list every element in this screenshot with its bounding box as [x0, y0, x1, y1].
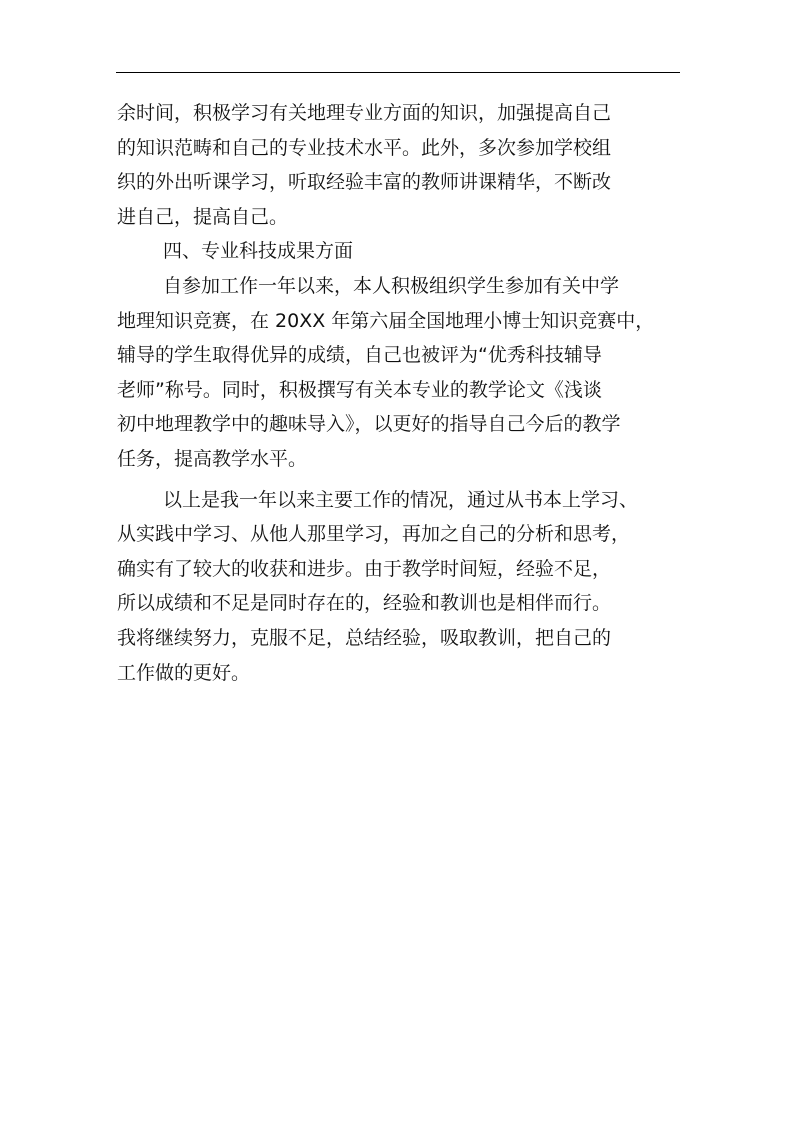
text-line: 我将继续努力，克服不足，总结经验，吸取教训，把自己的	[117, 626, 612, 649]
text-line: 自参加工作一年以来，本人积极组织学生参加有关中学	[163, 274, 620, 297]
section-heading-achievements	[117, 234, 697, 269]
paragraph-study-continued	[117, 96, 697, 234]
text-line: 老师”称号。同时，积极撰写有关本专业的教学论文《浅谈	[117, 378, 602, 401]
text-line: 的知识范畴和自己的专业技术水平。此外，多次参加学校组	[117, 136, 612, 159]
text-line: 进自己，提高自己。	[117, 205, 289, 228]
text-line: 辅导的学生取得优异的成绩，自己也被评为“优秀科技辅导	[117, 344, 602, 367]
text-line: 地理知识竞赛，在 20XX 年第六届全国地理小博士知识竞赛中，	[117, 309, 655, 332]
text-line: 从实践中学习、从他人那里学习，再加之自己的分析和思考，	[117, 523, 631, 546]
paragraph-achievements	[117, 269, 697, 477]
text-line: 工作做的更好。	[117, 661, 251, 684]
paragraph-summary	[117, 483, 697, 691]
text-line: 织的外出听课学习，听取经验丰富的教师讲课精华，不断改	[117, 171, 612, 194]
text-line: 初中地理教学中的趣味导入》，以更好的指导自己今后的教学	[117, 413, 621, 436]
text-line: 所以成绩和不足是同时存在的，经验和教训也是相伴而行。	[117, 592, 612, 615]
text-line: 任务，提高教学水平。	[117, 447, 308, 470]
text-line: 以上是我一年以来主要工作的情况，通过从书本上学习、	[163, 488, 639, 511]
text-line: 确实有了较大的收获和进步。由于教学时间短，经验不足，	[117, 557, 612, 580]
document-body	[117, 96, 697, 690]
section-heading: 四、专业科技成果方面	[163, 240, 354, 263]
text-line: 余时间，积极学习有关地理专业方面的知识，加强提高自己	[117, 102, 612, 124]
header-rule	[116, 72, 680, 73]
